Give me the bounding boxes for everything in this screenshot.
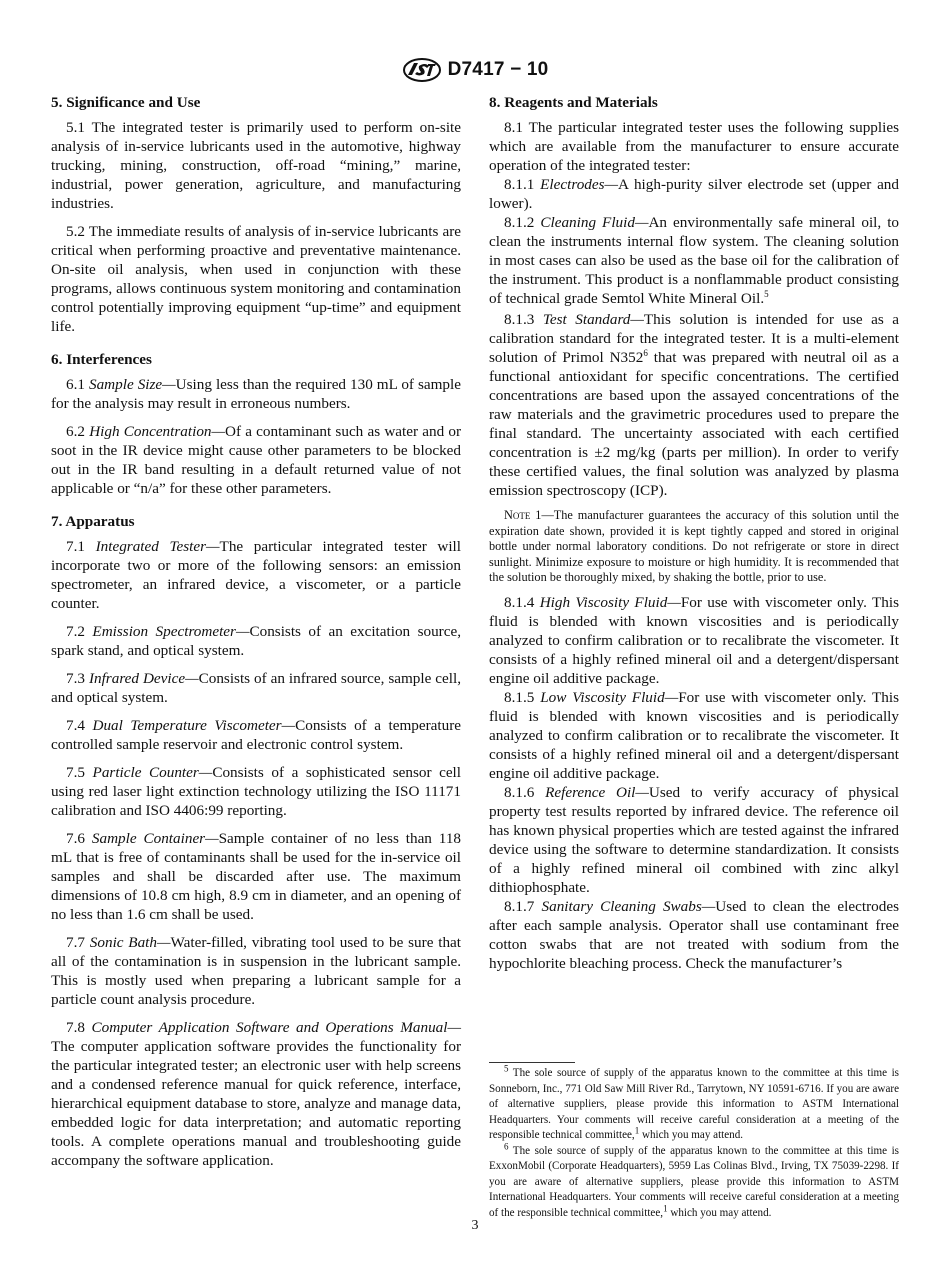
note-1: Note 1—The manufacturer guarantees the accuracy of this solution until the expiration date shown, provided it is kept tightly capped and stored in original bottle under normal laboratory conditions. Do not refrigerate or store in direct sunlight. Minimize exposure to moisture or high humidity. It is recommended that the solution be thoroughly mixed, by shaking the bottle, prior to use. (489, 508, 899, 584)
paragraph-8-1-1: 8.1.1 Electrodes—A high-purity silver electrode set (upper and lower). (489, 176, 899, 212)
page-header (0, 57, 950, 83)
paragraph-7-7: 7.7 Sonic Bath—Water-filled, vibrating tool used to be sure that all of the contamination is in suspension in the lubricant sample. This is mostly used when preparing a lubricant sample for a particle count analysis procedure. (51, 934, 462, 1008)
footnote-5: $^5$ The sole source of supply of the apparatus known to the committee at this time is Sonneborn, Inc., 771 Old Saw Mill River Rd., Tarrytown, NY 10591-6716. If you are aware of alternative suppliers, please provide this information to ASTM International Headquarters. Your comments will receive careful consideration at a meeting of the responsible technical committee,$^1$ which you may attend. (489, 1063, 899, 1141)
paragraph-8-1-6: 8.1.6 Reference Oil—Used to verify accuracy of physical property test results reported by infrared device. The reference oil has known physical properties which are tested against the infrared device using the software to determine standardization. It consists of a highly refined mineral oil combined with zinc alkyl dithiophosphate. (489, 783, 899, 896)
footnote-6: $^6$ The sole source of supply of the apparatus known to the committee at this time is ExxonMobil (Corporate Headquarters), 5959 Las Colinas Blvd., Irving, TX 75039-2298. If you are aware of alternative suppliers, please provide this information to ASTM International Headquarters. Your comments will receive careful consideration at a meeting of the responsible technical committee,$^1$ which you may attend. (489, 1140, 899, 1219)
footnote-ref-5: 5 (764, 288, 769, 299)
paragraph-7-6: 7.6 Sample Container—Sample container of no less than 118 mL that is free of contaminants shall be used for the in-service oil samples and shall be discarded after use. The maximum dimensions of 10.8 cm high, 8.9 cm in diameter, and an opening of no less than 1.6 cm shall be used. (51, 830, 462, 923)
document-designation: D7417 − 10 (447, 59, 549, 80)
paragraph-7-3: 7.3 Infrared Device—Consists of an infrared source, sample cell, and optical system. (51, 670, 461, 706)
paragraph-6-2: 6.2 High Concentration—Of a contaminant such as water and or soot in the IR device might cause other parameters to be blocked out in the IR band resulting in a default returned value of not applicable or “n/a” for these other parameters. (51, 423, 462, 497)
left-column (51, 93, 461, 1170)
section-8-title: 8. Reagents and Materials (489, 94, 658, 111)
paragraph-8-1: 8.1 The particular integrated tester uses the following supplies which are available from the manufacturer to ensure accurate operation of the integrated tester: (489, 119, 899, 174)
paragraph-8-1-7: 8.1.7 Sanitary Cleaning Swabs—Used to clean the electrodes after each sample analysis. Operator shall use contaminant free cotton swabs that are not treated with sodium from the hypochlorite bleaching process. Check the manufacturer’s (489, 897, 899, 972)
paragraph-7-1: 7.1 Integrated Tester—The particular integrated tester will incorporate two or more of the following sensors: an emission spectrometer, an infrared device, a viscometer, or a particle counter. (51, 538, 461, 612)
paragraph-8-1-3: 8.1.3 Test Standard—This solution is intended for use as a calibration standard for the integrated tester. It is a multi-element solution of Primol $N352^6$ that was prepared with neutral oil as a functional antioxidant for specific concentrations. The certified concentrations are based upon the assayed concentrations of the raw materials and the gravimetric procedures used to prepare the final standard. The uncertainty associated with each certified concentration is ±2 mg/kg (parts per million). In order to verify these certified values, the final solution was analyzed by plasma emission spectroscopy (ICP). (489, 311, 900, 499)
footnote-ref-6: 6 (643, 347, 648, 358)
paragraph-8-1-4: 8.1.4 High Viscosity Fluid—For use with viscometer only. This fluid is blended with known viscosities and is periodically analyzed to confirm calibration or to recalibrate the viscometer. It consists of a highly refined mineral oil and a detergent/dispersant engine oil additive package. (489, 593, 899, 687)
footnotes (489, 1063, 899, 1221)
paragraph-7-5: 7.5 Particle Counter—Consists of a sophisticated sensor cell using red laser light extinction technology utilizing the ISO 11171 calibration and ISO 4406:99 reporting. (51, 764, 461, 819)
paragraph-8-1-2: 8.1.2 Cleaning Fluid—An environmentally safe mineral oil, to clean the instruments internal flow system. The cleaning solution in most cases can also be used as the base oil for the calibration of the instrument. This product is a nonflammable product consisting of technical grade Semtol White Mineral Oil.$^5$ (489, 214, 900, 307)
paragraph-5-2: 5.2 The immediate results of analysis of in-service lubricants are critical when performing proactive and preventative maintenance. On-site oil analysis, when used in conjunction with these programs, allows continuous system monitoring and contamination control potentially improving equipment “up-time” and equipment life. (51, 223, 461, 335)
section-6-title: 6. Interferences (51, 351, 152, 368)
section-5-title: 5. Significance and Use (51, 94, 201, 111)
footnote-divider (489, 1062, 575, 1063)
paragraph-6-1: 6.1 Sample Size—Using less than the required 130 mL of sample for the analysis may result in erroneous numbers. (51, 376, 461, 412)
paragraph-5-1: 5.1 The integrated tester is primarily used to perform on-site analysis of in-service lubricants used in the automotive, highway trucking, mining, construction, off-road “mining,” marine, industrial, power generation, agriculture, and manufacturing industries. (51, 119, 461, 212)
paragraph-7-8: 7.8 Computer Application Software and Operations Manual—The computer application software provides the functionality for the particular integrated tester; an electronic user with help screens and a condensed reference manual for quick reference, interface, hierarchical equipment database to store, analyze and manage data, embedded logic for data interpretation; and automatic reporting tools. A complete operations manual and troubleshooting guide accompany the software application. (51, 1019, 461, 1169)
section-7-title: 7. Apparatus (51, 513, 135, 530)
paragraph-7-4: 7.4 Dual Temperature Viscometer—Consists of a temperature controlled sample reservoir and electronic control system. (51, 717, 462, 753)
paragraph-7-2: 7.2 Emission Spectrometer—Consists of an excitation source, spark stand, and optical system. (51, 623, 461, 659)
right-column (489, 93, 899, 973)
paragraph-8-1-5: 8.1.5 Low Viscosity Fluid—For use with viscometer only. This fluid is blended with known viscosities and is periodically analyzed to confirm calibration or to recalibrate the viscometer. It consists of a highly refined mineral oil and a detergent/dispersant engine oil additive package. (489, 688, 900, 782)
astm-logo-icon (402, 58, 442, 82)
page-number: 3 (471, 1218, 479, 1233)
